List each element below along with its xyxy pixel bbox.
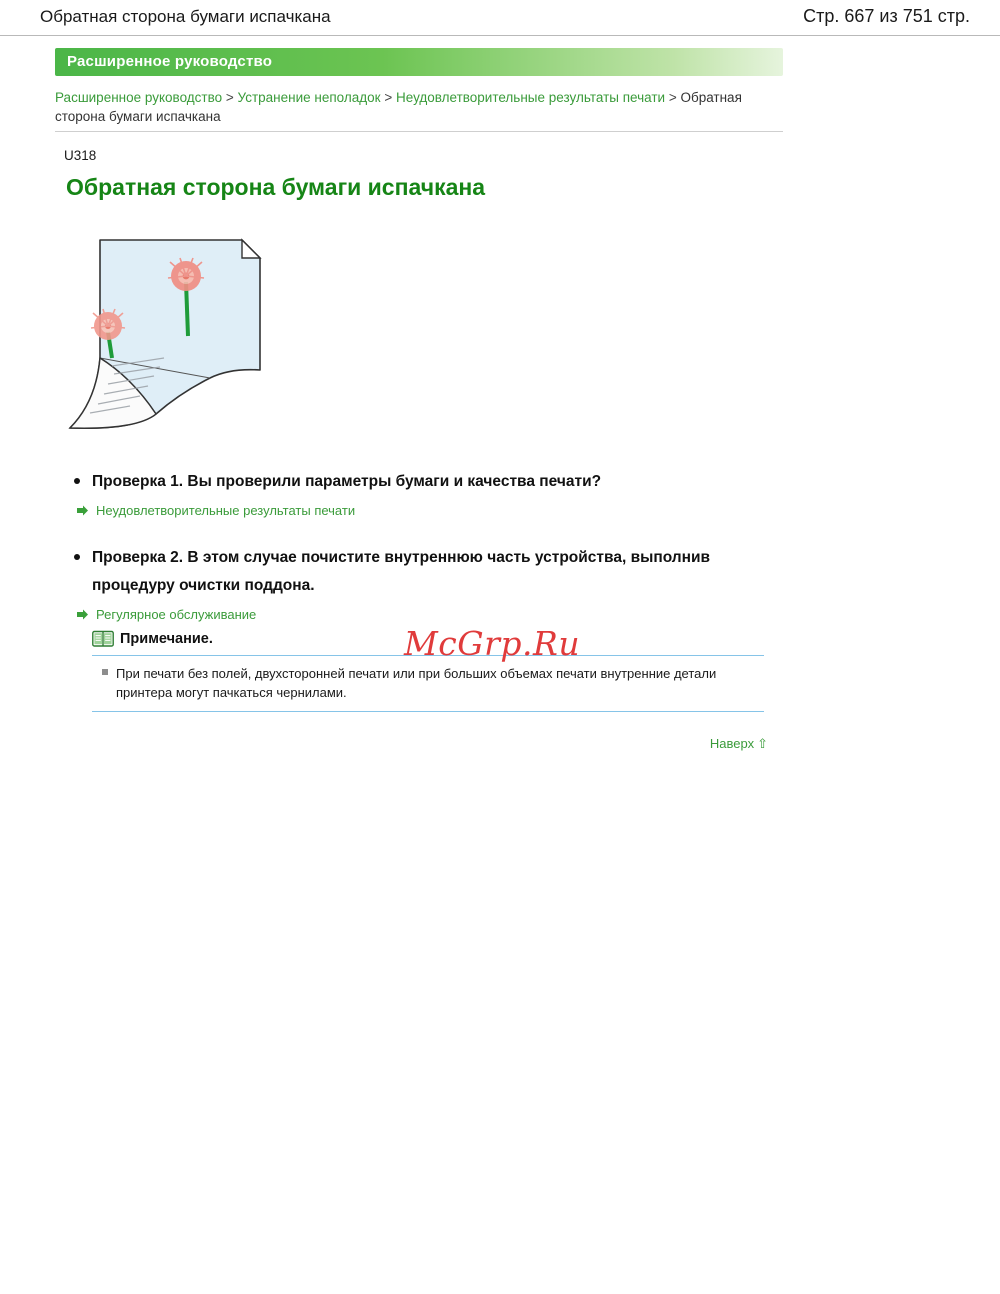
square-bullet-icon bbox=[102, 669, 108, 675]
check-2-heading bbox=[68, 544, 778, 600]
book-icon bbox=[92, 630, 114, 648]
guide-banner bbox=[55, 48, 783, 76]
check-2-link[interactable]: Регулярное обслуживание bbox=[96, 607, 257, 622]
check-1-heading bbox=[68, 468, 778, 496]
guide-banner-label: Расширенное руководство bbox=[67, 53, 273, 70]
note-title: Примечание. bbox=[120, 631, 213, 647]
bullet-icon bbox=[74, 554, 80, 560]
bullet-icon bbox=[74, 478, 80, 484]
breadcrumb-separator: > bbox=[668, 90, 677, 105]
back-to-top-label[interactable]: Наверх bbox=[709, 736, 755, 751]
header-divider bbox=[55, 131, 783, 132]
document-code: U318 bbox=[64, 148, 97, 163]
check-1-link-row bbox=[68, 502, 778, 520]
breadcrumb-item-0[interactable]: Расширенное руководство bbox=[55, 90, 223, 105]
arrow-right-icon bbox=[76, 504, 89, 517]
check-1-link[interactable]: Неудовлетворительные результаты печати bbox=[96, 503, 356, 518]
breadcrumb-item-3: Обратная сторона бумаги испачкана bbox=[55, 90, 742, 124]
breadcrumb-item-2[interactable]: Неудовлетворительные результаты печати bbox=[395, 90, 666, 105]
arrow-right-icon bbox=[76, 608, 89, 621]
breadcrumb-item-1[interactable]: Устранение неполадок bbox=[237, 90, 381, 105]
back-to-top[interactable] bbox=[710, 736, 768, 752]
check-2-link-row bbox=[68, 606, 778, 624]
check-1-heading-text: Проверка 1. Вы проверили параметры бумаги и качества печати? bbox=[92, 473, 602, 490]
page-title: Обратная сторона бумаги испачкана bbox=[66, 174, 486, 200]
breadcrumb bbox=[55, 88, 783, 126]
arrow-up-icon: ⇧ bbox=[757, 736, 768, 751]
smudged-paper-illustration bbox=[60, 218, 290, 448]
breadcrumb-separator: > bbox=[384, 90, 393, 105]
header-document-title: Обратная сторона бумаги испачкана bbox=[40, 7, 331, 26]
note-divider-bottom bbox=[92, 711, 764, 712]
check-item-2 bbox=[68, 544, 778, 624]
note-item-text: При печати без полей, двухсторонней печати или при больших объемах печати внутренние детали принтера могут пачкаться чернилами. bbox=[116, 666, 717, 700]
watermark: McGrp.Ru bbox=[404, 624, 581, 663]
header-page-indicator: Стр. 667 из 751 стр. bbox=[803, 6, 970, 26]
breadcrumb-separator: > bbox=[225, 90, 234, 105]
page-header bbox=[0, 0, 1000, 36]
check-2-heading-text: Проверка 2. В этом случае почистите внутреннюю часть устройства, выполнив процедуру очистки поддона. bbox=[92, 549, 711, 594]
check-item-1 bbox=[68, 468, 778, 520]
